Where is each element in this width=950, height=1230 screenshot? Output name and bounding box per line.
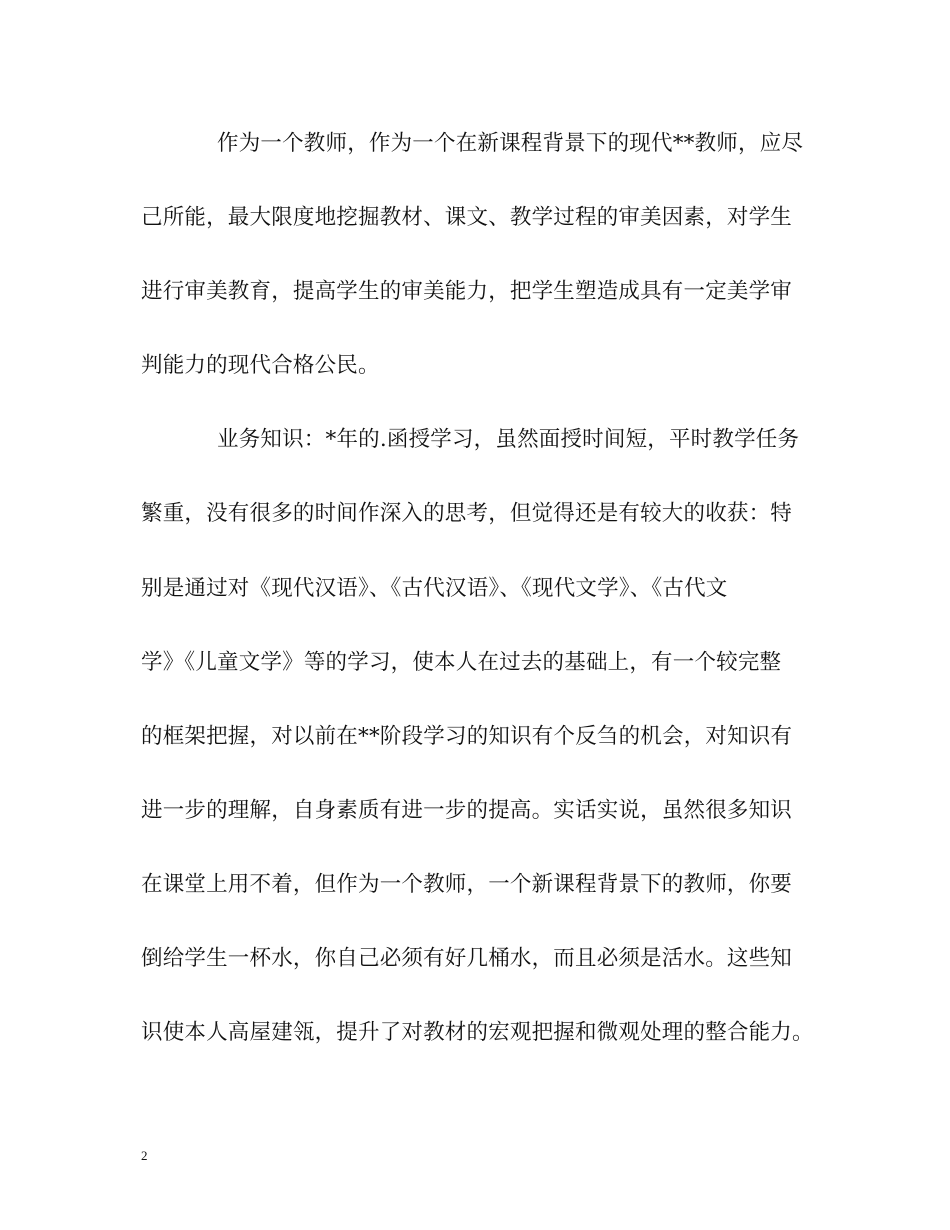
paragraph-line: 己所能，最大限度地挖掘教材、课文、教学过程的审美因素，对学生 [141,205,793,231]
paragraph-line: 繁重，没有很多的时间作深入的思考，但觉得还是有较大的收获：特 [141,501,793,527]
page-number: 2 [141,1148,148,1163]
body-text [141,118,814,1081]
paragraph-1 [141,118,811,414]
paragraph-line: 进行审美教育，提高学生的审美能力，把学生塑造成具有一定美学审 [141,279,793,305]
paragraph-2 [141,414,814,1081]
paragraph-line: 作为一个教师，作为一个在新课程背景下的现代**教师，应尽 [217,131,804,156]
paragraph-line: 业务知识：*年的.函授学习，虽然面授时间短，平时教学任务 [217,427,800,453]
paragraph-line: 学》《儿童文学》等的学习，使本人在过去的基础上，有一个较完整 [141,649,782,675]
paragraph-line: 识使本人高屋建瓴，提升了对教材的宏观把握和微观处理的整合能力。 [141,1020,814,1046]
paragraph-line: 倒给学生一杯水，你自己必须有好几桶水，而且必须是活水。这些知 [141,946,793,972]
paragraph-line: 在课堂上用不着，但作为一个教师，一个新课程背景下的教师，你要 [141,871,793,897]
paragraph-line: 的框架把握，对以前在**阶段学习的知识有个反刍的机会，对知识有 [141,723,793,749]
paragraph-line: 判能力的现代合格公民。 [141,353,380,379]
paragraph-line: 进一步的理解，自身素质有进一步的提高。实话实说，虽然很多知识 [141,797,793,823]
paragraph-line: 别是通过对《现代汉语》、《古代汉语》、《现代文学》、《古代文 [141,575,728,601]
